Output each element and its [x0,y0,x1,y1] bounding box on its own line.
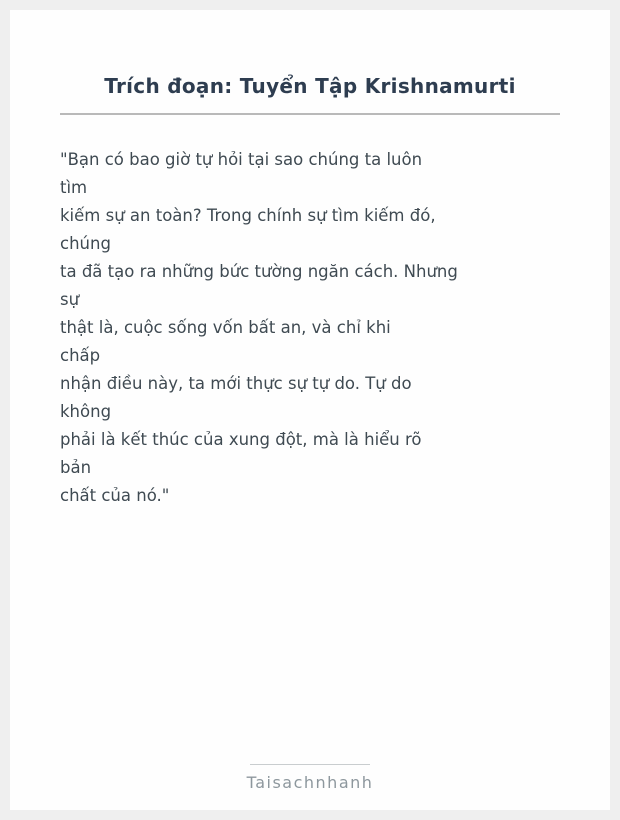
footer-divider [250,764,370,765]
page-title: Trích đoạn: Tuyển Tập Krishnamurti [104,74,516,98]
quote-line: tìm [60,178,88,197]
quote-line: không [60,402,112,421]
quote-line: thật là, cuộc sống vốn bất an, và chỉ khi [60,318,391,337]
quote-line: sự [60,290,80,309]
quote-line: chất của nó." [60,486,170,505]
quote-line: "Bạn có bao giờ tự hỏi tại sao chúng ta luôn [60,150,423,169]
quote-line: chấp [60,346,101,365]
footer-brand: Taisachnhanh [246,773,374,792]
page-footer [10,764,610,792]
quote-line: ta đã tạo ra những bức tường ngăn cách. Nhưng [60,262,458,281]
title-divider [60,113,560,115]
quote-line: phải là kết thúc của xung đột, mà là hiểu rõ [60,430,422,449]
quote-block [10,146,610,510]
quote-line: nhận điều này, ta mới thực sự tự do. Tự do [60,374,412,393]
document-page [10,10,610,810]
quote-line: chúng [60,234,111,253]
quote-line: kiếm sự an toàn? Trong chính sự tìm kiếm đó, [60,206,436,225]
quote-line: bản [60,458,92,477]
